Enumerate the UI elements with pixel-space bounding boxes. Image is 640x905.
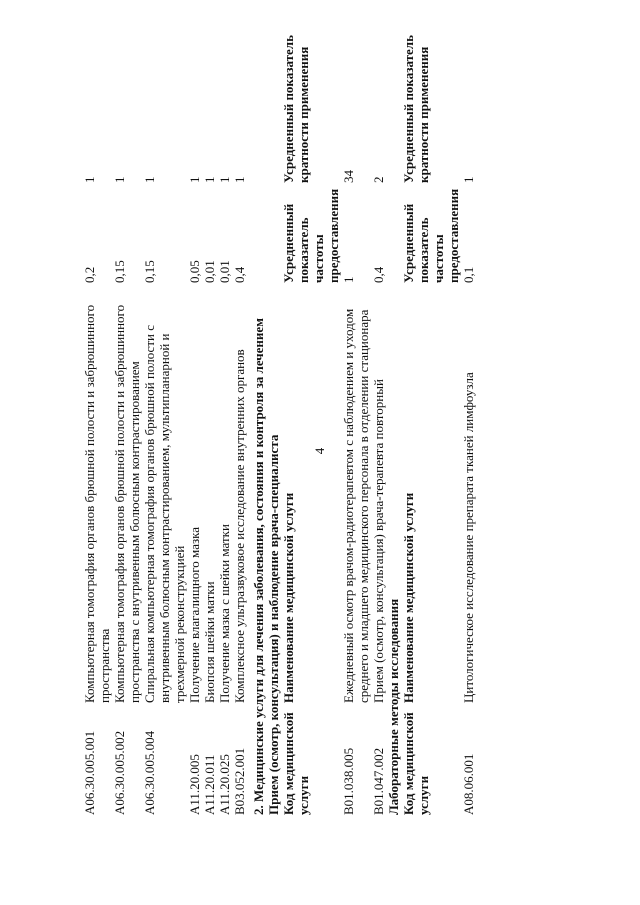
service-code: A11.20.011	[202, 754, 217, 815]
service-code: A08.06.001	[461, 753, 476, 815]
consultation-table	[281, 15, 386, 815]
table-row	[232, 15, 247, 815]
header-name: Наименование медицинской услуги	[281, 492, 296, 703]
table-row	[187, 15, 202, 815]
multiplicity-value: 1	[232, 176, 247, 183]
table-row	[461, 15, 476, 815]
frequency-value: 0,15	[142, 260, 157, 283]
frequency-value: 0,4	[371, 266, 386, 283]
service-name: Получение влагалищного мазка	[187, 527, 202, 703]
header-frequency: Усредненный показатель частоты предоставления	[401, 188, 461, 283]
multiplicity-value: 1	[112, 176, 127, 183]
table-row	[371, 15, 386, 815]
service-code: A06.30.005.001	[82, 730, 97, 815]
header-frequency: Усредненный показатель частоты предоставления	[281, 188, 341, 283]
frequency-value: 0,1	[461, 266, 476, 283]
table-header-row	[281, 15, 341, 815]
table-row	[112, 15, 142, 815]
service-name: Биопсия шейки матки	[202, 581, 217, 703]
table-row	[341, 15, 371, 815]
section-2-title: 2. Медицинские услуги для лечения заболевания, состояния и контроля за лечением	[251, 317, 266, 815]
multiplicity-value: 34	[341, 170, 356, 183]
multiplicity-value: 1	[142, 176, 157, 183]
table-row	[82, 15, 112, 815]
multiplicity-value: 2	[371, 176, 386, 183]
frequency-value: 0,4	[232, 266, 247, 283]
multiplicity-value: 1	[187, 176, 202, 183]
consultation-subtitle: Прием (осмотр, консультация) и наблюдение врача-специалиста	[266, 434, 281, 815]
multiplicity-value: 1	[461, 176, 476, 183]
service-name: Получение мазка с шейки матки	[217, 524, 232, 703]
service-code: A11.20.005	[187, 754, 202, 815]
table-row	[217, 15, 232, 815]
service-code: B01.047.002	[371, 747, 386, 815]
service-name: Прием (осмотр, консультация) врача-терапевта повторный	[371, 379, 386, 703]
service-name: Комплексное ультразвуковое исследование внутренних органов	[232, 349, 247, 703]
frequency-value: 0,05	[187, 260, 202, 283]
frequency-value: 0,01	[217, 260, 232, 283]
service-name: Компьютерная томография органов брюшной полости и забрюшинного пространства	[82, 304, 112, 703]
header-name: Наименование медицинской услуги	[401, 492, 416, 703]
service-code: A06.30.005.002	[112, 730, 127, 815]
multiplicity-value: 1	[82, 176, 97, 183]
table-row	[142, 15, 187, 815]
document-body	[82, 15, 476, 815]
service-code: B03.052.001	[232, 747, 247, 815]
header-multiplicity: Усредненный показатель кратности применения	[401, 35, 431, 183]
service-code: A06.30.005.004	[142, 730, 157, 815]
lab-methods-title: Лабораторные методы исследования	[386, 598, 401, 815]
multiplicity-value: 1	[202, 176, 217, 183]
service-code: A11.20.025	[217, 754, 232, 815]
header-code: Код медицинской услуги	[401, 712, 431, 815]
services-table-1	[82, 15, 247, 815]
frequency-value: 1	[341, 276, 356, 283]
frequency-value: 0,2	[82, 266, 97, 283]
service-name: Цитологическое исследование препарата тканей лимфоузла	[461, 372, 476, 703]
service-code: B01.038.005	[341, 747, 356, 815]
table-header-row	[401, 15, 461, 815]
service-name: Ежедневный осмотр врачом-радиотерапевтом с наблюдением и уходом среднего и младшего медицинского персонала в отделении стационара	[341, 308, 371, 703]
table-row	[202, 15, 217, 815]
header-multiplicity: Усредненный показатель кратности применения	[281, 35, 311, 183]
page-number: 4	[312, 447, 327, 455]
frequency-value: 0,01	[202, 260, 217, 283]
service-name: Спиральная компьютерная томография органов брюшной полости с внутривенным болюсным контрастированием, мультипланарной и трехмерной реконструкцией	[142, 325, 187, 703]
service-name: Компьютерная томография органов брюшной полости и забрюшинного пространства с внутривенным болюсным контрастированием	[112, 304, 142, 703]
frequency-value: 0,15	[112, 260, 127, 283]
multiplicity-value: 1	[217, 176, 232, 183]
lab-methods-table	[401, 15, 476, 815]
header-code: Код медицинской услуги	[281, 712, 311, 815]
